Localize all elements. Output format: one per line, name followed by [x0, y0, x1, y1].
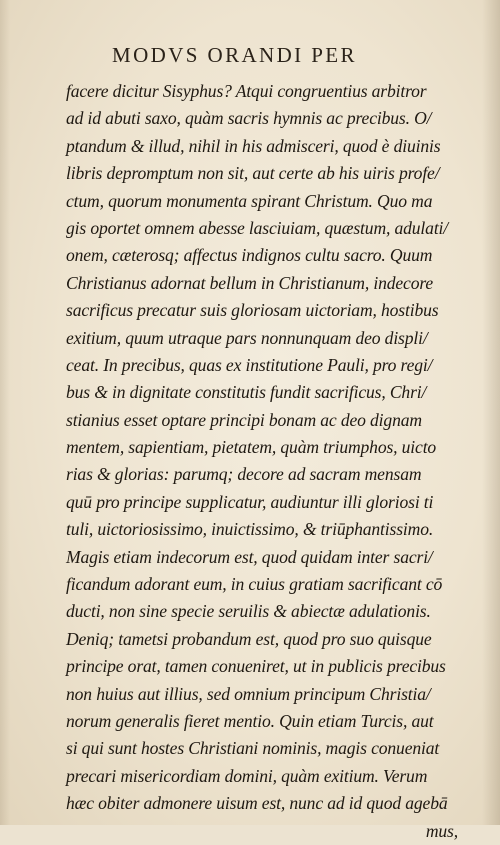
text-line: sacrificus precatur suis gloriosam uictoriam, hostibus — [66, 300, 439, 321]
text-line: ducti, non sine specie seruilis & abiectæ adulationis. — [66, 601, 431, 622]
text-line: tuli, uictoriosissimo, inuictissimo, & triūphantissimo. — [66, 519, 434, 540]
text-line: si qui sunt hostes Christiani nominis, magis conueniat — [66, 738, 440, 759]
running-head: MODVS ORANDI PER — [112, 43, 357, 67]
text-line: non huius aut illius, sed omnium principum Christia/ — [66, 683, 431, 704]
text-line: ptandum & illud, nihil in his admisceri, quod è diuinis — [66, 135, 441, 156]
text-line: stianius esset optare principi bonam ac deo dignam — [66, 409, 422, 430]
text-line: norum generalis fieret mentio. Quin etiam Turcis, aut — [66, 710, 434, 731]
text-line: ficandum adorant eum, in cuius gratiam sacrificant cō — [66, 574, 443, 595]
text-line: onem, cæterosq; affectus indignos cultu sacro. Quum — [66, 245, 433, 266]
text-line: Magis etiam indecorum est, quod quidam inter sacri/ — [66, 546, 433, 567]
text-line: ad id abuti saxo, quàm sacris hymnis ac precibus. O/ — [66, 108, 432, 129]
text-line: precari misericordiam domini, quàm exitium. Verum — [66, 765, 428, 786]
text-line: facere dicitur Sisyphus? Atqui congruentius arbitror — [66, 81, 427, 101]
text-line: mentem, sapientiam, pietatem, quàm triumphos, uicto — [66, 437, 437, 458]
page-edge-shadow-right — [482, 0, 500, 825]
text-line: gis oportet omnem abesse lasciuiam, quæstum, adulati/ — [66, 217, 449, 238]
text-line: ctum, quorum monumenta spirant Christum. Quo ma — [66, 190, 433, 211]
text-line: Christianus adornat bellum in Christianum, indecore — [66, 272, 434, 293]
catchword: mus, — [425, 820, 458, 841]
text-line: quū pro principe supplicatur, audiuntur illi gloriosi ti — [66, 491, 434, 512]
text-line: Deniq; tametsi probandum est, quod pro suo quisque — [66, 628, 432, 649]
text-line: ceat. In precibus, quas ex institutione Pauli, pro regi/ — [66, 354, 433, 375]
page-edge-shadow-left — [0, 0, 10, 825]
text-line: hæc obiter admonere uisum est, nunc ad id quod agebā — [66, 793, 448, 814]
body-text — [66, 78, 466, 845]
text-line: principe orat, tamen conueniret, ut in publicis precibus — [66, 656, 446, 677]
text-line: rias & glorias: parumq; decore ad sacram mensam — [66, 464, 422, 485]
text-line: bus & in dignitate constitutis fundit sacrificus, Chri/ — [66, 382, 427, 403]
text-line: exitium, quum utraque pars nonnunquam deo displi/ — [66, 327, 428, 348]
text-line: libris depromptum non sit, aut certe ab his uiris profe/ — [66, 163, 440, 184]
